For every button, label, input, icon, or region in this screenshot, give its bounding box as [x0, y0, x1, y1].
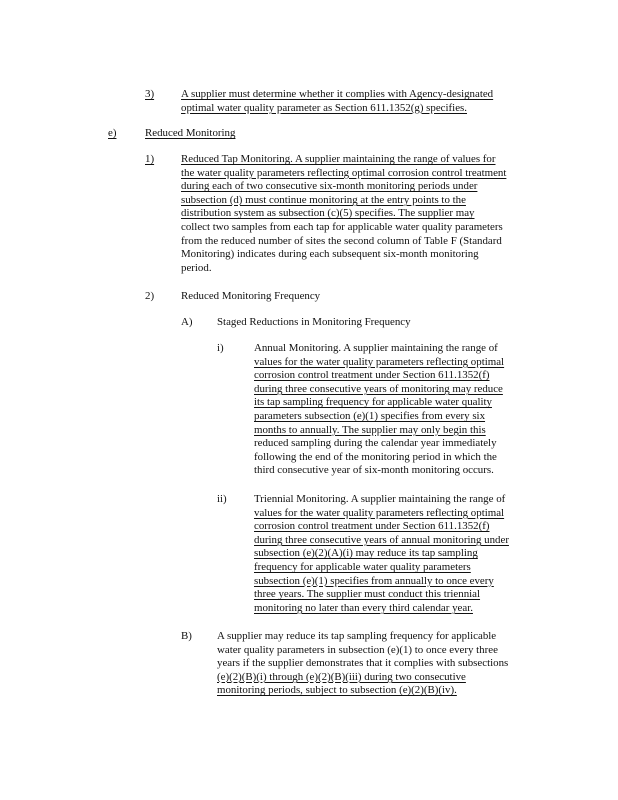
- paragraph-line: values for the water quality parameters reflecting optimal: [254, 355, 505, 368]
- item-2-label: 2): [145, 290, 155, 302]
- item-1-label: 1): [145, 153, 155, 165]
- paragraph-line: optimal water quality parameter as Section 611.1352(g) specifies.: [181, 101, 467, 114]
- item-i-paragraph: [254, 342, 504, 478]
- paragraph-line: Reduced Tap Monitoring. A supplier maintaining the range of values for: [181, 153, 496, 165]
- paragraph-line: from the reduced number of sites the second column of Table F (Standard: [181, 234, 502, 247]
- paragraph-line: during each of two consecutive six-month monitoring periods under: [181, 180, 478, 193]
- paragraph-line: corrosion control treatment under Section 611.1352(f): [254, 369, 490, 382]
- item-A-heading: Staged Reductions in Monitoring Frequency: [217, 316, 411, 328]
- paragraph-line: A supplier may reduce its tap sampling frequency for applicable: [217, 630, 497, 642]
- paragraph-line: the water quality parameters reflecting optimal corrosion control treatment: [181, 166, 507, 179]
- paragraph-line: monitoring periods, subject to subsection (e)(2)(B)(iv).: [217, 684, 457, 697]
- paragraph-line: (e)(2)(B)(i) through (e)(2)(B)(iii) during two consecutive: [217, 670, 466, 683]
- item-3-paragraph: [181, 88, 493, 115]
- paragraph-line: subsection (e)(1) specifies from annually to once every: [254, 574, 494, 587]
- paragraph-line: distribution system as subsection (c)(5) specifies. The supplier may: [181, 207, 475, 220]
- paragraph-line: water quality parameters in subsection (e)(1) to once every three: [217, 643, 498, 656]
- paragraph-line: years if the supplier demonstrates that it complies with subsections: [217, 657, 509, 670]
- paragraph-line: Annual Monitoring. A supplier maintaining the range of: [254, 342, 498, 354]
- item-i-label: i): [217, 342, 224, 354]
- item-2-heading: Reduced Monitoring Frequency: [181, 290, 321, 302]
- paragraph-line: during three consecutive years of monitoring may reduce: [254, 382, 503, 395]
- paragraph-line: A supplier must determine whether it complies with Agency-designated: [181, 88, 494, 100]
- item-ii-label: ii): [217, 493, 227, 505]
- paragraph-line: Triennial Monitoring. A supplier maintaining the range of: [254, 493, 506, 505]
- paragraph-line: its tap sampling frequency for applicable water quality: [254, 396, 492, 409]
- item-B-paragraph: [217, 630, 508, 698]
- item-ii-paragraph: [254, 493, 509, 615]
- paragraph-line: parameters subsection (e)(1) specifies from every six: [254, 409, 486, 422]
- paragraph-line: months to annually. The supplier may only begin this: [254, 423, 486, 436]
- item-A-label: A): [181, 316, 193, 328]
- paragraph-line: corrosion control treatment under Section 611.1352(f): [254, 520, 490, 533]
- section-e-heading: Reduced Monitoring: [145, 127, 236, 139]
- paragraph-line: Monitoring) indicates during each subsequent six-month monitoring: [181, 248, 479, 261]
- paragraph-line: values for the water quality parameters reflecting optimal: [254, 506, 505, 519]
- paragraph-line: three years. The supplier must conduct this triennial: [254, 588, 481, 601]
- section-e-label: e): [108, 127, 117, 139]
- paragraph-line: collect two samples from each tap for applicable water quality parameters: [181, 220, 503, 233]
- paragraph-line: subsection (d) must continue monitoring at the entry points to the: [181, 193, 466, 206]
- paragraph-line: subsection (e)(2)(A)(i) may reduce its tap sampling: [254, 547, 478, 560]
- item-B-label: B): [181, 630, 192, 642]
- paragraph-line: following the end of the monitoring period in which the: [254, 450, 497, 463]
- paragraph-line: reduced sampling during the calendar year immediately: [254, 437, 497, 450]
- paragraph-line: during three consecutive years of annual monitoring under: [254, 533, 509, 546]
- paragraph-line: period.: [181, 261, 212, 274]
- item-3-label: 3): [145, 88, 155, 100]
- paragraph-line: third consecutive year of six-month monitoring occurs.: [254, 464, 494, 477]
- paragraph-line: frequency for applicable water quality parameters: [254, 560, 471, 573]
- item-1-paragraph: [181, 153, 506, 275]
- paragraph-line: monitoring no later than every third calendar year.: [254, 601, 473, 614]
